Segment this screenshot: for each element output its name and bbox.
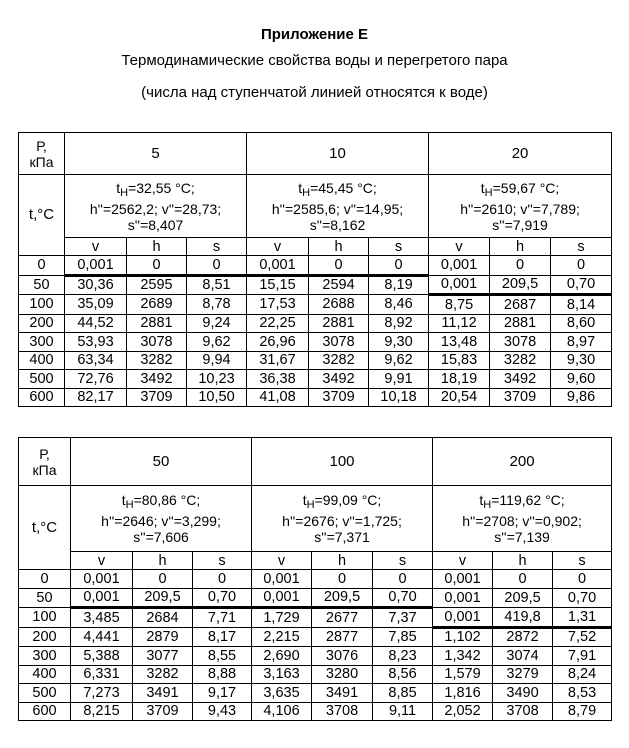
cell-value: 2881 [127, 314, 187, 333]
column-header-row [19, 552, 612, 570]
cell-value: 1,579 [433, 665, 493, 684]
t-value: =45,45 °С; [310, 179, 377, 196]
pressure-unit: кПа [32, 461, 57, 478]
row-temperature: 500 [19, 684, 71, 703]
cell-value: 2,052 [433, 702, 493, 721]
column-header-s: s [187, 238, 247, 256]
cell-value: 0,001 [71, 588, 133, 608]
cell-value: 9,94 [187, 351, 247, 370]
cell-value: 3,635 [252, 684, 312, 703]
cell-value: 0,70 [373, 588, 433, 608]
cell-value: 3279 [493, 665, 553, 684]
cell-value: 10,50 [187, 388, 247, 407]
cell-value: 9,91 [369, 370, 429, 389]
cell-value: 3077 [133, 647, 193, 666]
column-header-h: h [312, 552, 373, 570]
cell-value: 2594 [309, 275, 369, 295]
t-subscript: Н [483, 499, 492, 511]
cell-value: 17,53 [247, 295, 309, 315]
cell-value: 7,91 [553, 647, 612, 666]
cell-value: 3492 [309, 370, 369, 389]
cell-value: 0,001 [433, 570, 493, 589]
cell-value: 2,690 [252, 647, 312, 666]
column-header-v: v [247, 238, 309, 256]
cell-value: 8,14 [551, 295, 612, 315]
table-row [19, 314, 612, 333]
column-header-v: v [65, 238, 127, 256]
pressure-symbol: Р, [39, 445, 50, 462]
cell-value: 0,001 [433, 588, 493, 608]
cell-value: 0 [309, 256, 369, 276]
cell-value: 3708 [493, 702, 553, 721]
column-header-v: v [71, 552, 133, 570]
t-symbol: t [116, 179, 121, 196]
cell-value: 10,23 [187, 370, 247, 389]
pressure-value: 20 [429, 133, 612, 175]
t-symbol: t [479, 492, 484, 508]
pressure-unit: кПа [29, 153, 54, 170]
cell-value: 9,60 [551, 370, 612, 389]
cell-value: 3709 [133, 702, 193, 721]
row-temperature: 100 [19, 295, 65, 315]
cell-value: 0 [369, 256, 429, 276]
column-header-s: s [369, 238, 429, 256]
pressure-label [19, 133, 65, 175]
cell-value: 36,38 [247, 370, 309, 389]
cell-value: 7,85 [373, 627, 433, 647]
table-row [19, 370, 612, 389]
saturation-temperature [65, 180, 246, 201]
cell-value: 9,86 [551, 388, 612, 407]
cell-value: 3078 [490, 333, 551, 352]
cell-value: 9,17 [193, 684, 252, 703]
t-symbol: t [302, 492, 307, 508]
saturation-entropy: s''=8,407 [127, 216, 184, 233]
column-header-s: s [551, 238, 612, 256]
cell-value: 1,729 [252, 608, 312, 628]
t-subscript: Н [484, 186, 493, 199]
row-temperature: 400 [19, 665, 71, 684]
cell-value: 3282 [490, 351, 551, 370]
cell-value: 0,001 [433, 608, 493, 628]
cell-value: 2881 [490, 314, 551, 333]
temperature-label: t,°С [19, 175, 65, 256]
cell-value: 0 [551, 256, 612, 276]
cell-value: 30,36 [65, 275, 127, 295]
cell-value: 8,88 [193, 665, 252, 684]
cell-value: 22,25 [247, 314, 309, 333]
cell-value: 2881 [309, 314, 369, 333]
table-row [19, 588, 612, 608]
properties-table-1 [18, 132, 612, 407]
cell-value: 3280 [312, 665, 373, 684]
cell-value: 0 [373, 570, 433, 589]
cell-value: 15,83 [429, 351, 490, 370]
cell-value: 3491 [133, 684, 193, 703]
cell-value: 1,102 [433, 627, 493, 647]
cell-value: 8,79 [553, 702, 612, 721]
appendix-note: (числа над ступенчатой линией относятся к воде) [141, 84, 488, 101]
cell-value: 8,23 [373, 647, 433, 666]
cell-value: 0 [553, 570, 612, 589]
column-header-h: h [493, 552, 553, 570]
cell-value: 3,485 [71, 608, 133, 628]
saturation-enthalpy-volume: h''=2610; v''=7,789; [460, 200, 580, 217]
t-symbol: t [121, 492, 126, 508]
pressure-value: 10 [247, 133, 429, 175]
cell-value: 2689 [127, 295, 187, 315]
cell-value: 3492 [490, 370, 551, 389]
column-header-h: h [309, 238, 369, 256]
cell-value: 209,5 [312, 588, 373, 608]
pressure-label [19, 438, 71, 486]
cell-value: 3074 [493, 647, 553, 666]
cell-value: 4,441 [71, 627, 133, 647]
cell-value: 8,75 [429, 295, 490, 315]
cell-value: 0,001 [252, 588, 312, 608]
saturation-info [252, 486, 433, 552]
table-row [19, 684, 612, 703]
cell-value: 2,215 [252, 627, 312, 647]
table-row [19, 295, 612, 315]
cell-value: 2684 [133, 608, 193, 628]
cell-value: 5,388 [71, 647, 133, 666]
cell-value: 9,30 [551, 351, 612, 370]
table-row [19, 275, 612, 295]
t-subscript: Н [306, 499, 315, 511]
cell-value: 8,97 [551, 333, 612, 352]
cell-value: 8,78 [187, 295, 247, 315]
cell-value: 3708 [312, 702, 373, 721]
cell-value: 7,37 [373, 608, 433, 628]
pressure-row [19, 438, 612, 486]
t-symbol: t [480, 179, 485, 196]
cell-value: 3709 [490, 388, 551, 407]
saturation-entropy: s''=7,606 [133, 529, 189, 545]
row-temperature: 400 [19, 351, 65, 370]
cell-value: 2872 [493, 627, 553, 647]
saturation-row [19, 486, 612, 552]
cell-value: 0,70 [551, 275, 612, 295]
cell-value: 1,31 [553, 608, 612, 628]
saturation-info [65, 175, 247, 238]
cell-value: 2687 [490, 295, 551, 315]
table-row [19, 570, 612, 589]
cell-value: 3490 [493, 684, 553, 703]
cell-value: 0,001 [65, 256, 127, 276]
cell-value: 9,43 [193, 702, 252, 721]
cell-value: 0 [133, 570, 193, 589]
cell-value: 18,19 [429, 370, 490, 389]
cell-value: 13,48 [429, 333, 490, 352]
row-temperature: 500 [19, 370, 65, 389]
cell-value: 8,46 [369, 295, 429, 315]
saturation-info [429, 175, 612, 238]
row-temperature: 300 [19, 647, 71, 666]
cell-value: 0 [193, 570, 252, 589]
cell-value: 53,93 [65, 333, 127, 352]
t-subscript: Н [302, 186, 311, 199]
row-temperature: 200 [19, 627, 71, 647]
appendix-title: Приложение Е [260, 26, 369, 43]
saturation-temperature [247, 180, 428, 201]
cell-value: 72,76 [65, 370, 127, 389]
column-header-v: v [433, 552, 493, 570]
column-header-h: h [127, 238, 187, 256]
cell-value: 0,70 [553, 588, 612, 608]
pressure-symbol: Р, [36, 137, 47, 154]
table-row [19, 351, 612, 370]
cell-value: 3076 [312, 647, 373, 666]
cell-value: 0,70 [193, 588, 252, 608]
cell-value: 3492 [127, 370, 187, 389]
appendix-subtitle: Термодинамические свойства воды и перегретого пара [121, 52, 508, 69]
t-value: =99,09 °С; [314, 492, 382, 508]
row-temperature: 50 [19, 275, 65, 295]
cell-value: 9,24 [187, 314, 247, 333]
cell-value: 8,55 [193, 647, 252, 666]
cell-value: 3282 [309, 351, 369, 370]
t-value: =80,86 °С; [133, 492, 201, 508]
saturation-entropy: s''=7,919 [492, 216, 548, 233]
cell-value: 1,342 [433, 647, 493, 666]
cell-value: 3709 [309, 388, 369, 407]
cell-value: 2879 [133, 627, 193, 647]
saturation-enthalpy-volume: h''=2585,6; v''=14,95; [271, 200, 404, 217]
pressure-value: 5 [65, 133, 247, 175]
saturation-info [247, 175, 429, 238]
cell-value: 0 [127, 256, 187, 276]
table-body [19, 133, 612, 407]
cell-value: 3491 [312, 684, 373, 703]
table-row [19, 608, 612, 628]
row-temperature: 50 [19, 588, 71, 608]
table-row [19, 647, 612, 666]
cell-value: 0,001 [252, 570, 312, 589]
saturation-entropy: s''=7,371 [314, 529, 370, 545]
cell-value: 2688 [309, 295, 369, 315]
saturation-entropy: s''=8,162 [309, 216, 366, 233]
cell-value: 3078 [127, 333, 187, 352]
cell-value: 8,92 [369, 314, 429, 333]
table-row [19, 665, 612, 684]
cell-value: 6,331 [71, 665, 133, 684]
cell-value: 3282 [127, 351, 187, 370]
column-header-s: s [193, 552, 252, 570]
cell-value: 0,001 [71, 570, 133, 589]
cell-value: 9,62 [369, 351, 429, 370]
t-value: =119,62 °С; [491, 492, 565, 508]
pressure-value: 100 [252, 438, 433, 486]
cell-value: 2677 [312, 608, 373, 628]
cell-value: 209,5 [493, 588, 553, 608]
cell-value: 8,53 [553, 684, 612, 703]
cell-value: 7,273 [71, 684, 133, 703]
cell-value: 4,106 [252, 702, 312, 721]
cell-value: 2877 [312, 627, 373, 647]
t-subscript: Н [120, 186, 129, 199]
cell-value: 9,30 [369, 333, 429, 352]
cell-value: 63,34 [65, 351, 127, 370]
temperature-label: t,°С [19, 486, 71, 570]
saturation-temperature [71, 492, 251, 513]
cell-value: 8,19 [369, 275, 429, 295]
table-row [19, 702, 612, 721]
cell-value: 15,15 [247, 275, 309, 295]
column-header-v: v [429, 238, 490, 256]
saturation-enthalpy-volume: h''=2646; v''=3,299; [101, 513, 221, 529]
cell-value: 0,001 [429, 275, 490, 295]
t-subscript: Н [125, 499, 134, 511]
row-temperature: 600 [19, 388, 65, 407]
pressure-row [19, 133, 612, 175]
cell-value: 1,816 [433, 684, 493, 703]
t-value: =32,55 °С; [128, 179, 195, 196]
cell-value: 3078 [309, 333, 369, 352]
saturation-entropy: s''=7,139 [494, 529, 550, 545]
saturation-temperature [433, 492, 611, 513]
cell-value: 209,5 [133, 588, 193, 608]
cell-value: 8,85 [373, 684, 433, 703]
cell-value: 0,001 [247, 256, 309, 276]
row-temperature: 0 [19, 570, 71, 589]
cell-value: 20,54 [429, 388, 490, 407]
cell-value: 44,52 [65, 314, 127, 333]
saturation-info [71, 486, 252, 552]
saturation-temperature [429, 180, 611, 201]
pressure-value: 200 [433, 438, 612, 486]
row-temperature: 0 [19, 256, 65, 276]
cell-value: 35,09 [65, 295, 127, 315]
cell-value: 0 [493, 570, 553, 589]
properties-table-2 [18, 437, 612, 721]
table-row [19, 627, 612, 647]
cell-value: 8,56 [373, 665, 433, 684]
t-value: =59,67 °С; [492, 179, 560, 196]
cell-value: 41,08 [247, 388, 309, 407]
saturation-enthalpy-volume: h''=2708; v''=0,902; [462, 513, 582, 529]
column-header-s: s [373, 552, 433, 570]
cell-value: 8,24 [553, 665, 612, 684]
table-body [19, 438, 612, 721]
row-temperature: 200 [19, 314, 65, 333]
saturation-enthalpy-volume: h''=2676; v''=1,725; [282, 513, 402, 529]
cell-value: 419,8 [493, 608, 553, 628]
cell-value: 3282 [133, 665, 193, 684]
cell-value: 26,96 [247, 333, 309, 352]
cell-value: 3,163 [252, 665, 312, 684]
t-symbol: t [298, 179, 303, 196]
cell-value: 2595 [127, 275, 187, 295]
column-header-h: h [490, 238, 551, 256]
cell-value: 209,5 [490, 275, 551, 295]
table-row [19, 333, 612, 352]
saturation-temperature [252, 492, 432, 513]
column-header-s: s [553, 552, 612, 570]
cell-value: 31,67 [247, 351, 309, 370]
cell-value: 8,17 [193, 627, 252, 647]
table-row [19, 256, 612, 276]
cell-value: 8,60 [551, 314, 612, 333]
cell-value: 7,71 [193, 608, 252, 628]
cell-value: 8,215 [71, 702, 133, 721]
saturation-info [433, 486, 612, 552]
row-temperature: 300 [19, 333, 65, 352]
cell-value: 0 [490, 256, 551, 276]
cell-value: 0,001 [429, 256, 490, 276]
column-header-v: v [252, 552, 312, 570]
column-header-row [19, 238, 612, 256]
column-header-h: h [133, 552, 193, 570]
row-temperature: 600 [19, 702, 71, 721]
cell-value: 9,11 [373, 702, 433, 721]
cell-value: 0 [187, 256, 247, 276]
saturation-row [19, 175, 612, 238]
cell-value: 10,18 [369, 388, 429, 407]
table-row [19, 388, 612, 407]
cell-value: 3709 [127, 388, 187, 407]
cell-value: 8,51 [187, 275, 247, 295]
cell-value: 11,12 [429, 314, 490, 333]
saturation-enthalpy-volume: h''=2562,2; v''=28,73; [89, 200, 222, 217]
row-temperature: 100 [19, 608, 71, 628]
cell-value: 0 [312, 570, 373, 589]
pressure-value: 50 [71, 438, 252, 486]
cell-value: 9,62 [187, 333, 247, 352]
cell-value: 7,52 [553, 627, 612, 647]
cell-value: 82,17 [65, 388, 127, 407]
